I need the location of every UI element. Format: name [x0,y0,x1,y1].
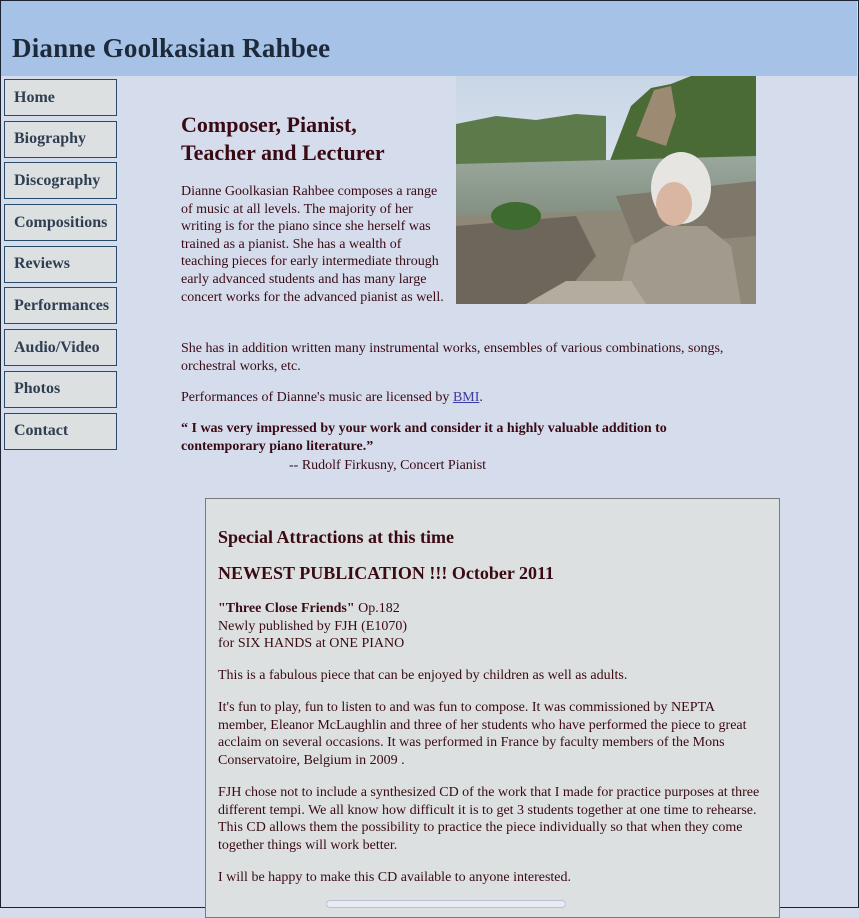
work-publisher: Newly published by FJH (E1070) [218,618,407,634]
nav-item-compositions[interactable]: Compositions [4,204,117,241]
special-paragraph-2: It's fun to play, fun to listen to and was fun to compose. It was commissioned by NEPTA member, Eleanor McLaughlin and three of her students who have performed the piece to great acclaim on several occasions. It was performed in France by faculty members of the Mons Conservatoire, Belgium in 2009 . [218,700,747,768]
license-paragraph [181,389,771,407]
publication-details [218,600,766,653]
hero-heading-line2: Teacher and Lecturer [181,140,385,165]
nav-item-photos[interactable]: Photos [4,371,117,408]
work-title: "Three Close Friends" [218,601,355,616]
nav-item-reviews[interactable]: Reviews [4,246,117,283]
work-instrumentation: for SIX HANDS at ONE PIANO [218,636,405,652]
testimonial-attribution: -- Rudolf Firkusny, Concert Pianist [289,458,487,473]
nav-item-audio-video[interactable]: Audio/Video [4,329,117,366]
work-opus: Op.182 [354,601,400,616]
intro-paragraph: Dianne Goolkasian Rahbee composes a range of music at all levels. The majority of her writing is for the piano since she herself was trained as a pianist. She has a wealth of teaching pieces for early intermediate through early advanced students and has many large concert works for the advanced pianist as well. [181,184,444,305]
special-attractions-title: Special Attractions at this time [218,527,454,547]
special-paragraph-1: This is a fabulous piece that can be enjoyed by children as well as adults. [218,668,628,683]
special-attractions-box [205,498,780,918]
composer-photo-image [456,76,756,304]
special-paragraph-4: I will be happy to make this CD available to anyone interested. [218,870,572,885]
special-paragraph-3: FJH chose not to include a synthesized CD of the work that I made for practice purposes at three different tempi. We all know how difficult it is to get 3 students together at one time to rehearse. This CD allows them the possibility to practice the piece individually so that when they come together things will work better. [218,785,760,853]
nav-item-contact[interactable]: Contact [4,413,117,450]
license-prefix: Performances of Dianne's music are licensed by [181,390,453,405]
nav-item-biography[interactable]: Biography [4,121,117,158]
composer-photo [456,76,756,304]
nav-item-home[interactable]: Home [4,79,117,116]
bmi-link[interactable]: BMI [452,390,480,405]
nav-item-discography[interactable]: Discography [4,162,117,199]
main-nav [4,79,118,454]
hero-heading [181,111,441,167]
newest-publication-title: NEWEST PUBLICATION !!! October 2011 [218,563,555,583]
site-header [1,1,857,76]
horizontal-scrollbar[interactable] [326,900,566,908]
license-suffix: . [479,390,483,405]
testimonial-quote: “ I was very impressed by your work and consider it a highly valuable addition to contemporary piano literature.” [181,421,667,454]
hero-heading-line1: Composer, Pianist, [181,112,357,137]
additional-works-paragraph: She has in addition written many instrumental works, ensembles of various combinations, songs, orchestral works, etc. [181,341,724,374]
nav-item-performances[interactable]: Performances [4,287,117,324]
site-title: Dianne Goolkasian Rahbee [12,33,331,63]
